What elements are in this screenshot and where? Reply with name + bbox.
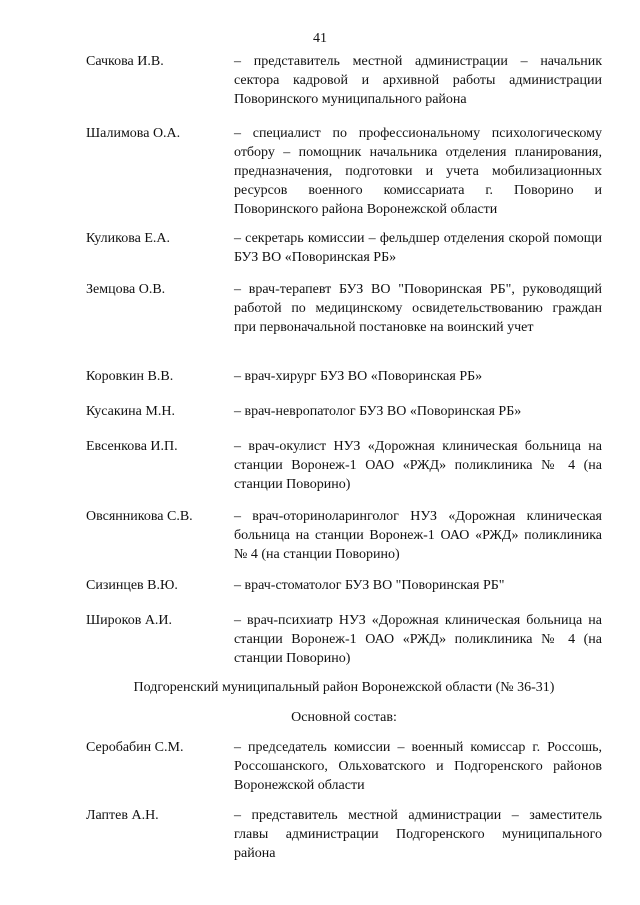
page-number: 41 (313, 31, 327, 46)
member-name: Серобабин С.М. (86, 740, 184, 755)
member-role: – врач-терапевт БУЗ ВО "Поворинская РБ", руководящий работой по медицинскому освидетельствованию граждан при первоначальной постановке на воинский учет (234, 282, 602, 335)
member-entry (86, 367, 602, 386)
member-role: – врач-стоматолог БУЗ ВО "Поворинская РБ" (234, 578, 505, 593)
member-name: Лаптев А.Н. (86, 808, 159, 823)
member-role: – специалист по профессиональному психологическому отбору – помощник начальника отделения планирования, предназначения, подготовки и учета мобилизационных ресурсов военного комиссариата г. Поворино и Поворинского района Воронежской области (234, 126, 602, 217)
district-heading: Подгоренский муниципальный район Воронежской области (№ 36-31) (133, 680, 555, 695)
member-entry (86, 576, 602, 595)
member-name: Сачкова И.В. (86, 54, 164, 69)
member-name: Евсенкова И.П. (86, 439, 178, 454)
member-name: Овсянникова С.В. (86, 509, 193, 524)
member-entry (86, 229, 602, 267)
member-entry (86, 52, 602, 109)
member-role: – врач-невропатолог БУЗ ВО «Поворинская РБ» (234, 404, 522, 419)
member-entry (86, 611, 602, 668)
member-role: – врач-окулист НУЗ «Дорожная клиническая больница на станции Воронеж-1 ОАО «РЖД» поликлиника № 4 (на станции Поворино) (234, 439, 602, 492)
member-entry (86, 507, 602, 564)
member-role: – представитель местной администрации – начальник сектора кадровой и архивной работы администрации Поворинского муниципального района (234, 54, 602, 107)
member-name: Куликова Е.А. (86, 231, 171, 246)
member-name: Коровкин В.В. (86, 369, 174, 384)
member-name: Кусакина М.Н. (86, 404, 175, 419)
member-entry (86, 437, 602, 494)
member-entry (86, 738, 602, 795)
member-name: Земцова О.В. (86, 282, 166, 297)
member-entry (86, 124, 602, 219)
member-role: – врач-оториноларинголог НУЗ «Дорожная клиническая больница на станции Воронеж-1 ОАО «РЖД» поликлиника № 4 (на станции Поворино) (234, 509, 602, 562)
member-name: Шалимова О.А. (86, 126, 181, 141)
composition-heading: Основной состав: (291, 710, 397, 725)
member-role: – врач-психиатр НУЗ «Дорожная клиническая больница на станции Воронеж-1 ОАО «РЖД» поликлиника № 4 (на станции Поворино) (234, 613, 602, 666)
member-role: – секретарь комиссии – фельдшер отделения скорой помощи БУЗ ВО «Поворинская РБ» (234, 231, 602, 265)
member-role: – председатель комиссии – военный комиссар г. Россошь, Россошанского, Ольховатского и Подгоренского районов Воронежской области (234, 740, 602, 793)
member-name: Широков А.И. (86, 613, 173, 628)
member-role: – врач-хирург БУЗ ВО «Поворинская РБ» (234, 369, 483, 384)
member-entry (86, 806, 602, 863)
member-role: – представитель местной администрации – заместитель главы администрации Подгоренского муниципального района (234, 808, 602, 861)
member-entry (86, 402, 602, 421)
member-entry (86, 280, 602, 337)
member-name: Сизинцев В.Ю. (86, 578, 178, 593)
